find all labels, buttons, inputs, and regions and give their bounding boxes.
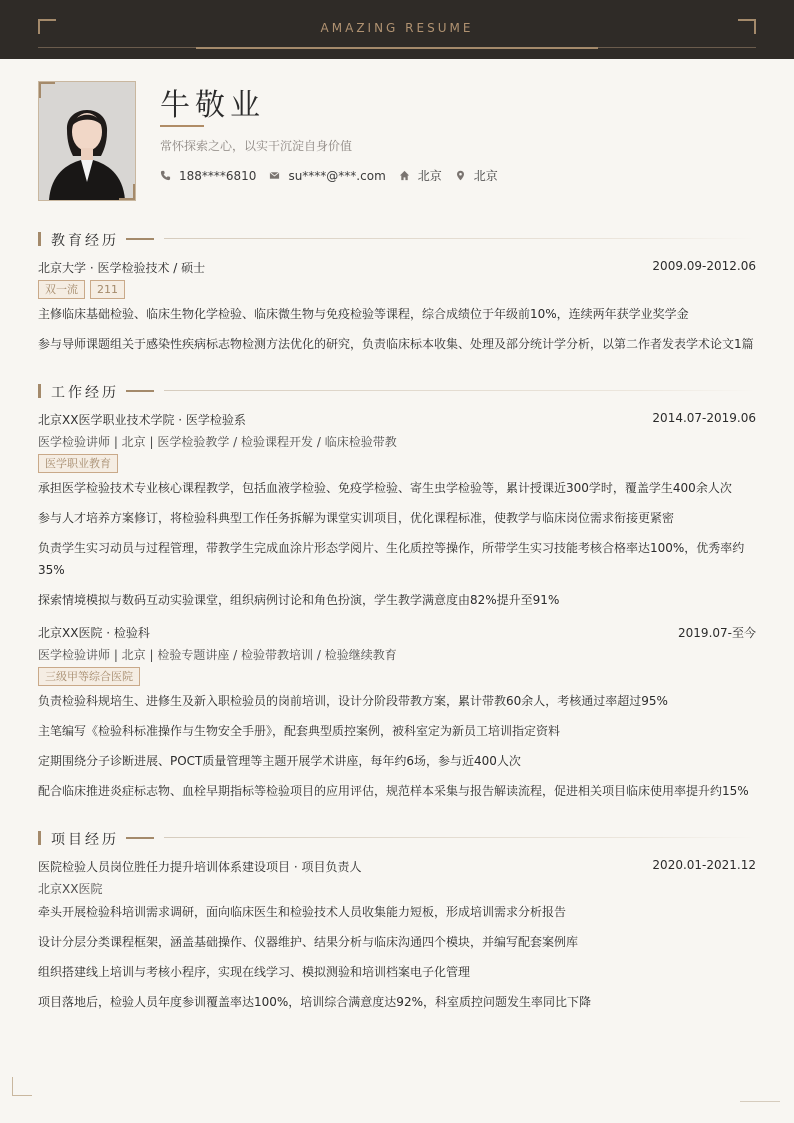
- section-title: 教育经历: [51, 233, 119, 249]
- section-bar: [38, 232, 41, 246]
- work-tag: 医学职业教育: [38, 454, 118, 473]
- work-tags: [38, 454, 123, 473]
- contact-email: [269, 169, 385, 183]
- section-bar: [38, 831, 41, 845]
- contact-home-text: 北京: [417, 169, 442, 183]
- work-org: 北京XX医院 · 检验科: [38, 626, 150, 640]
- header-brand: AMAZING RESUME: [320, 21, 474, 35]
- work-line: 参与人才培养方案修订，将检验科典型工作任务拆解为课堂实训项目，优化课程标准，使教学与临床岗位需求衔接更紧密: [38, 511, 675, 525]
- education-school: 北京大学 · 医学检验技术 / 硕士: [38, 261, 206, 275]
- page-corner-bottom-left: [12, 1077, 32, 1096]
- section-header-project: [38, 830, 756, 846]
- education-tag: 211: [90, 280, 125, 299]
- contact-phone: [160, 169, 256, 183]
- contact-phone-text: 188****6810: [179, 168, 257, 183]
- header-corner-right: [738, 19, 756, 34]
- section-title: 项目经历: [51, 832, 119, 848]
- work-entry-header: [38, 624, 756, 641]
- location-icon: [455, 170, 466, 181]
- work-line: 负责检验科规培生、进修生及新入职检验员的岗前培训，设计分阶段带教方案，累计带教60余人，考核通过率超过95%: [38, 694, 668, 708]
- photo-corner-bottom-right: [119, 184, 135, 200]
- section-header-work: [38, 383, 756, 399]
- education-line: 参与导师课题组关于感染性疾病标志物检测方法优化的研究，负责临床标本收集、处理及部分统计学分析，以第二作者发表学术论文1篇: [38, 337, 754, 351]
- section-title: 工作经历: [51, 385, 119, 401]
- work-tag: 三级甲等综合医院: [38, 667, 140, 686]
- profile-photo: [38, 81, 136, 201]
- header-bar: [0, 0, 794, 59]
- project-line: 牵头开展检验科培训需求调研，面向临床医生和检验技术人员收集能力短板，形成培训需求分析报告: [38, 905, 567, 919]
- work-line: 主笔编写《检验科标准操作与生物安全手册》，配套典型质控案例，被科室定为新员工培训指定资料: [38, 724, 561, 738]
- portrait-image: [39, 82, 135, 200]
- education-tag: 双一流: [38, 280, 85, 299]
- work-org: 北京XX医学职业技术学院 · 医学检验系: [38, 413, 246, 427]
- section-bar: [38, 384, 41, 398]
- header-divider-accent: [196, 47, 598, 49]
- home-icon: [399, 170, 410, 181]
- work-date: 2019.07-至今: [678, 626, 756, 640]
- page-line-bottom-right: [740, 1101, 780, 1102]
- project-line: 设计分层分类课程框架，涵盖基础操作、仪器维护、结果分析与临床沟通四个模块，并编写配套案例库: [38, 935, 579, 949]
- contact-email-text: su****@***.com: [288, 168, 386, 183]
- name-underline: [160, 125, 204, 127]
- contact-location-text: 北京: [473, 169, 498, 183]
- project-title: 医院检验人员岗位胜任力提升培训体系建设项目 · 项目负责人: [38, 860, 362, 874]
- project-entry-header: [38, 858, 756, 875]
- work-date: 2014.07-2019.06: [652, 411, 756, 425]
- phone-icon: [160, 170, 171, 181]
- project-line: 组织搭建线上培训与考核小程序，实现在线学习、模拟测验和培训档案电子化管理: [38, 965, 471, 979]
- contact-list: [160, 167, 511, 184]
- education-date: 2009.09-2012.06: [652, 259, 756, 273]
- work-subtitle: 医学检验讲师 | 北京 | 医学检验教学 / 检验课程开发 / 临床检验带教: [38, 435, 397, 449]
- candidate-motto: 常怀探索之心，以实干沉淀自身价值: [160, 139, 353, 153]
- section-accent-line: [126, 238, 154, 240]
- project-line: 项目落地后，检验人员年度参训覆盖率达100%，培训综合满意度达92%，科室质控问题发生率同比下降: [38, 995, 591, 1009]
- education-line: 主修临床基础检验、临床生物化学检验、临床微生物与免疫检验等课程，综合成绩位于年级前10%，连续两年获学业奖学金: [38, 307, 689, 321]
- section-accent-line: [126, 837, 154, 839]
- work-line: 定期围绕分子诊断进展、POCT质量管理等主题开展学术讲座，每年约6场，参与近400人次: [38, 754, 521, 768]
- section-rule: [164, 390, 756, 391]
- contact-home: [399, 167, 442, 184]
- work-tags: [38, 667, 145, 686]
- section-accent-line: [126, 390, 154, 392]
- candidate-name: 牛敬业: [160, 88, 265, 123]
- contact-location: [455, 167, 498, 184]
- work-entry-header: [38, 411, 756, 428]
- project-subtitle: 北京XX医院: [38, 882, 103, 896]
- photo-corner-top-left: [39, 82, 55, 98]
- work-line: 配合临床推进炎症标志物、血栓早期指标等检验项目的应用评估，规范样本采集与报告解读流程，促进相关项目临床使用率提升约15%: [38, 784, 749, 798]
- work-line: 承担医学检验技术专业核心课程教学，包括血液学检验、免疫学检验、寄生虫学检验等，累计授课近300学时，覆盖学生400余人次: [38, 481, 732, 495]
- work-subtitle: 医学检验讲师 | 北京 | 检验专题讲座 / 检验带教培训 / 检验继续教育: [38, 648, 397, 662]
- section-header-education: [38, 231, 756, 247]
- education-entry-header: [38, 259, 756, 276]
- work-line: 探索情境模拟与数码互动实验课堂，组织病例讨论和角色扮演，学生教学满意度由82%提升至91%: [38, 593, 560, 607]
- section-rule: [164, 238, 756, 239]
- mail-icon: [269, 170, 280, 181]
- education-tags: [38, 280, 130, 299]
- work-line: 负责学生实习动员与过程管理，带教学生完成血涂片形态学阅片、生化质控等操作，所带学生实习技能考核合格率达100%，优秀率约35%: [38, 541, 745, 577]
- section-rule: [164, 837, 756, 838]
- project-date: 2020.01-2021.12: [652, 858, 756, 872]
